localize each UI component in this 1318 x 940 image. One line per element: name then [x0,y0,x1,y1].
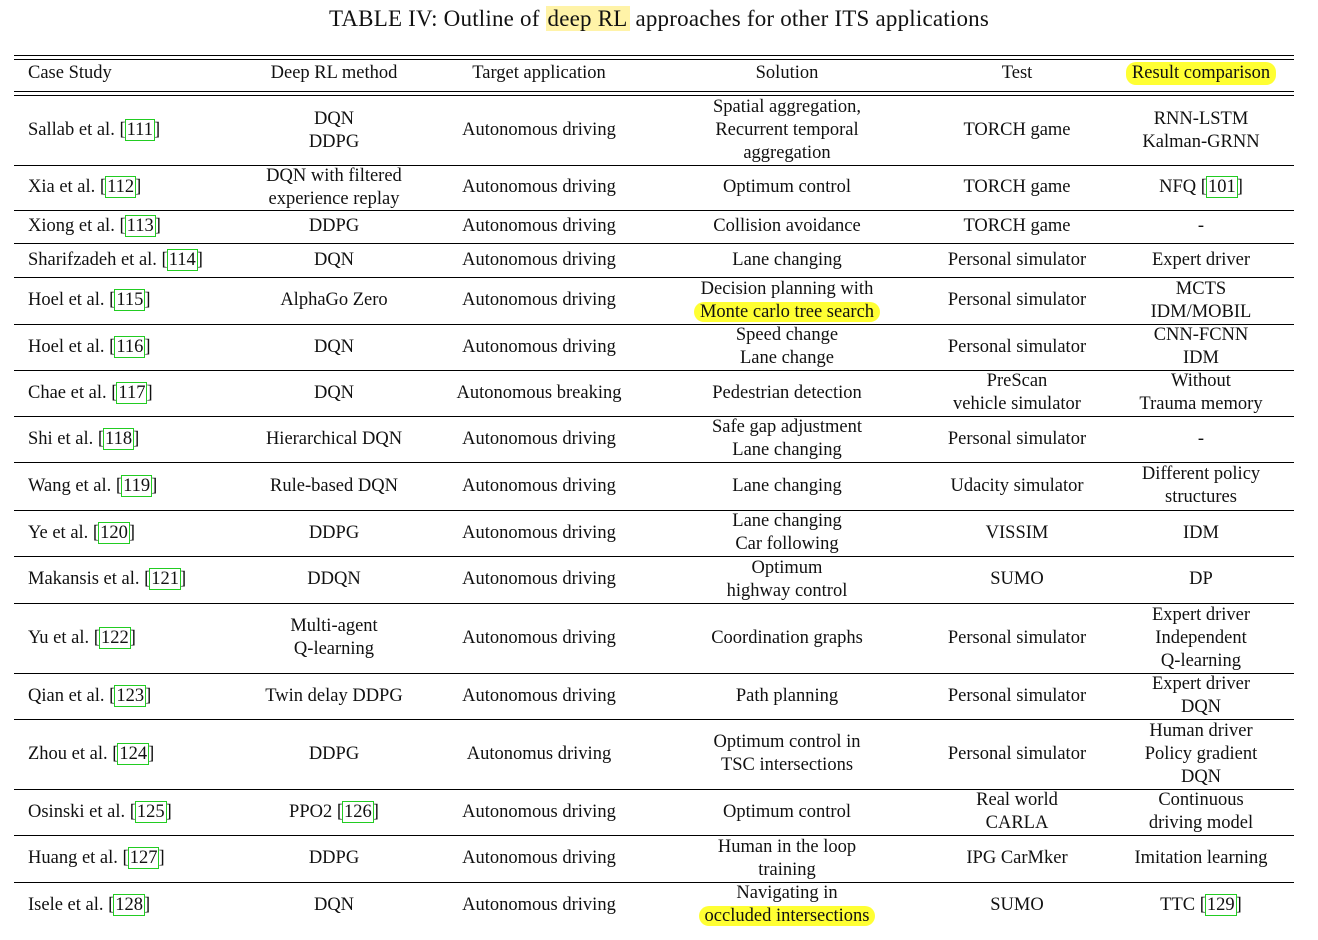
cell-method [244,277,424,324]
cell-solution [674,277,900,324]
cell-target [429,370,649,416]
result-text: Imitation learning [1134,848,1268,868]
cell-method [244,210,424,243]
cell-target [429,835,649,882]
cell-solution [674,210,900,243]
citation-link[interactable]: 101 [1207,177,1236,197]
case-study-text: Isele et al. [ [28,894,115,915]
case-study-text: Makansis et al. [ [28,569,151,589]
citation-bracket: ] [196,249,203,270]
result-text: CNN-FCNN IDM [1153,325,1249,368]
table-row [14,370,1294,416]
cell-method [244,96,424,165]
header-case-study: Case Study [28,62,112,83]
solution-text: Path planning [735,685,839,706]
cell-test [926,165,1108,210]
target-text: Autonomous driving [462,120,616,140]
cell-case-study [28,370,258,416]
citation-bracket: ] [165,801,172,822]
test-text: TORCH game [963,216,1071,236]
table-row [14,510,1294,556]
caption-highlight: deep RL [547,6,628,31]
cell-case-study [28,835,258,882]
method-text: DQN [313,336,355,357]
citation-bracket: ] [135,177,142,197]
citation-bracket: ] [148,743,155,764]
citation-link[interactable]: 123 [116,685,145,706]
cell-test [926,210,1108,243]
cell-method [244,835,424,882]
citation-link[interactable]: 112 [107,177,135,197]
cell-result [1112,510,1290,556]
test-text: Personal simulator [947,627,1087,648]
cell-result [1112,789,1290,835]
cell-solution [674,243,900,277]
cell-test [926,277,1108,324]
target-text: Autonomous driving [462,894,616,915]
cell-solution [674,370,900,416]
method-text: PPO2 [ [289,801,344,822]
table-row [14,673,1294,719]
test-text: Personal simulator [947,336,1087,357]
citation-bracket: ] [1235,894,1242,915]
cell-test [926,370,1108,416]
cell-target [429,603,649,673]
cell-result [1112,416,1290,462]
target-text: Autonomous driving [462,216,616,236]
result-text: Human driver Policy gradient DQN [1144,720,1258,787]
cell-case-study [28,416,258,462]
case-study-text: Huang et al. [ [28,848,129,868]
solution-text: Lane changing [732,249,842,270]
cell-case-study [28,165,258,210]
header-result [1112,60,1290,86]
cell-test [926,324,1108,370]
solution-text: Human in the loop training [717,836,857,880]
header-rule-1 [14,91,1294,92]
table-row [14,719,1294,789]
target-text: Autonomous driving [462,522,616,543]
cell-test [926,882,1108,928]
solution-text: Lane changing Car following [732,511,842,554]
test-text: Personal simulator [947,428,1087,449]
cell-target [429,462,649,510]
target-text: Autonomus driving [466,743,612,764]
cell-method [244,370,424,416]
result-text: - [1197,428,1205,449]
citation-bracket: ] [154,216,161,236]
cell-target [429,556,649,603]
target-text: Autonomous driving [462,801,616,822]
test-text: Udacity simulator [950,475,1084,496]
cell-result [1112,324,1290,370]
target-text: Autonomous driving [462,569,616,589]
citation-bracket: ] [144,290,151,310]
citation-bracket: ] [158,848,165,868]
citation-bracket: ] [372,801,379,822]
result-text: Different policy structures [1141,464,1261,507]
cell-solution [674,556,900,603]
cell-test [926,673,1108,719]
method-text: Multi-agent Q-learning [290,616,378,659]
cell-target [429,96,649,165]
cell-case-study [28,510,258,556]
cell-case-study [28,673,258,719]
solution-highlight: occluded intersections [699,906,876,926]
citation-bracket: ] [1236,177,1243,197]
cell-target [429,243,649,277]
citation-link[interactable]: 122 [100,627,129,648]
cell-method [244,243,424,277]
cell-case-study [28,603,258,673]
cell-solution [674,324,900,370]
table-row [14,882,1294,928]
cell-method [244,673,424,719]
solution-text: Safe gap adjustment Lane changing [711,417,862,460]
result-text: TTC [ [1160,894,1206,915]
cell-target [429,789,649,835]
header-result-highlight: Result comparison [1126,62,1276,85]
solution-text: Speed change Lane change [735,325,839,368]
case-study-text: Xia et al. [ [28,177,107,197]
table-row [14,462,1294,510]
cell-test [926,789,1108,835]
table-row [14,96,1294,165]
cell-case-study [28,882,258,928]
solution-text: Coordination graphs [711,627,863,648]
table-row [14,243,1294,277]
caption-prefix: TABLE IV: Outline of [328,6,546,31]
cell-test [926,556,1108,603]
test-text: TORCH game [963,120,1071,140]
target-text: Autonomous driving [462,848,616,868]
citation-link[interactable]: 128 [115,894,144,915]
cell-solution [674,882,900,928]
method-text: DDPG [308,216,360,236]
cell-case-study [28,243,258,277]
method-text: Twin delay DDPG [265,685,403,706]
cell-method [244,462,424,510]
target-text: Autonomous driving [462,249,616,270]
citation-link[interactable]: 119 [123,475,151,496]
cell-case-study [28,96,258,165]
table-row [14,835,1294,882]
citation-bracket: ] [154,120,161,140]
cell-result [1112,835,1290,882]
citation-link[interactable]: 111 [126,120,153,140]
cell-result [1112,673,1290,719]
method-text: Rule-based DQN [270,475,398,496]
cell-target [429,719,649,789]
cell-solution [674,510,900,556]
test-text: IPG CarMker [966,848,1068,868]
target-text: Autonomous driving [462,475,616,496]
citation-link[interactable]: 113 [126,216,154,236]
result-text: Expert driver [1151,249,1251,270]
case-study-text: Sallab et al. [ [28,120,126,140]
method-text: DQN [313,894,355,915]
cell-result [1112,603,1290,673]
case-study-text: Shi et al. [ [28,428,105,449]
table-row [14,324,1294,370]
citation-bracket: ] [144,894,151,915]
cell-result [1112,243,1290,277]
test-text: VISSIM [985,522,1049,543]
cell-method [244,556,424,603]
test-text: Real world CARLA [976,790,1058,833]
test-text: TORCH game [963,177,1071,197]
cell-case-study [28,210,258,243]
cell-result [1112,462,1290,510]
citation-link[interactable]: 125 [136,801,165,822]
cell-target [429,210,649,243]
cell-solution [674,789,900,835]
citation-bracket: ] [180,569,187,589]
cell-test [926,462,1108,510]
solution-text: Collision avoidance [713,216,861,236]
citation-bracket: ] [133,428,140,449]
citation-link[interactable]: 126 [344,801,372,822]
cell-test [926,719,1108,789]
method-text: DDPG [308,848,360,868]
citation-link[interactable]: 124 [119,743,148,764]
cell-case-study [28,462,258,510]
cell-method [244,789,424,835]
citation-link[interactable]: 121 [151,569,180,589]
case-study-text: Osinski et al. [ [28,801,136,822]
target-text: Autonomous driving [462,290,616,310]
cell-test [926,603,1108,673]
cell-target [429,510,649,556]
cell-result [1112,719,1290,789]
header-row [14,60,1294,86]
header-target: Target application [472,62,606,83]
case-study-text: Sharifzadeh et al. [ [28,249,168,270]
test-text: SUMO [990,894,1044,915]
cell-target [429,882,649,928]
table-row [14,416,1294,462]
result-text: Expert driver Independent Q-learning [1151,604,1251,671]
cell-method [244,165,424,210]
table-row [14,789,1294,835]
cell-method [244,416,424,462]
citation-link[interactable]: 118 [105,428,133,449]
citation-bracket: ] [146,382,153,403]
cell-test [926,510,1108,556]
cell-test [926,416,1108,462]
cell-solution [674,835,900,882]
solution-highlight: Monte carlo tree search [694,302,880,322]
cell-target [429,277,649,324]
result-text: RNN-LSTM Kalman-GRNN [1142,108,1260,152]
test-text: SUMO [990,569,1044,589]
cell-target [429,673,649,719]
target-text: Autonomous breaking [456,382,622,403]
table-row [14,556,1294,603]
solution-text: Optimum control in TSC intersections [713,732,861,775]
citation-link[interactable]: 116 [116,336,144,357]
solution-text: Optimum control [723,801,851,822]
cell-result [1112,882,1290,928]
citation-link[interactable]: 127 [129,848,158,868]
citation-link[interactable]: 117 [118,382,146,403]
result-text: MCTS IDM/MOBIL [1150,278,1252,322]
table-row [14,165,1294,210]
cell-solution [674,673,900,719]
solution-text: Optimum highway control [726,557,848,601]
method-text: DDPG [308,522,360,543]
cell-solution [674,719,900,789]
method-text: Hierarchical DQN [265,428,403,449]
citation-bracket: ] [151,475,158,496]
cell-case-study [28,324,258,370]
cell-test [926,243,1108,277]
cell-result [1112,210,1290,243]
result-text: - [1197,216,1205,236]
cell-solution [674,416,900,462]
cell-case-study [28,556,258,603]
result-text: Continuous driving model [1148,790,1254,833]
cell-target [429,416,649,462]
cell-solution [674,603,900,673]
method-text: DQN [313,382,355,403]
citation-bracket: ] [129,627,136,648]
method-text: DDQN [307,569,361,589]
cell-result [1112,96,1290,165]
solution-text: Optimum control [723,177,851,197]
method-text: DQN DDPG [308,108,360,152]
case-study-text: Ye et al. [ [28,522,100,543]
test-text: PreScan vehicle simulator [953,371,1081,414]
case-study-text: Xiong et al. [ [28,216,126,236]
citation-link[interactable]: 129 [1206,894,1235,915]
solution-text: Pedestrian detection [712,382,862,403]
citation-link[interactable]: 114 [168,249,196,270]
citation-bracket: ] [145,685,152,706]
cell-solution [674,462,900,510]
table-caption [0,6,1318,32]
result-text: DP [1189,569,1213,589]
target-text: Autonomous driving [462,177,616,197]
test-text: Personal simulator [947,249,1087,270]
cell-test [926,835,1108,882]
result-text: Expert driver DQN [1151,674,1251,717]
case-study-text: Hoel et al. [ [28,336,116,357]
citation-bracket: ] [144,336,151,357]
header-method: Deep RL method [270,62,398,83]
test-text: Personal simulator [947,290,1087,310]
table-row [14,277,1294,324]
table-row [14,603,1294,673]
case-study-text: Zhou et al. [ [28,743,119,764]
target-text: Autonomous driving [462,428,616,449]
result-text: NFQ [ [1159,177,1207,197]
method-text: DDPG [308,743,360,764]
cell-method [244,719,424,789]
result-text: Without Trauma memory [1139,371,1263,414]
citation-bracket: ] [128,522,136,543]
test-text: Personal simulator [947,743,1087,764]
case-study-text: Wang et al. [ [28,475,123,496]
case-study-text: Qian et al. [ [28,685,116,706]
solution-text: Lane changing [732,475,842,496]
target-text: Autonomous driving [462,627,616,648]
case-study-text: Hoel et al. [ [28,290,116,310]
solution-text: Spatial aggregation, Recurrent temporal aggregation [713,97,861,163]
header-solution: Solution [755,62,819,83]
solution-text: Decision planning with [700,278,874,299]
citation-link[interactable]: 115 [116,290,144,310]
cell-method [244,510,424,556]
test-text: Personal simulator [947,685,1087,706]
method-text: DQN [313,249,355,270]
caption-suffix: approaches for other ITS applications [629,6,990,31]
cell-method [244,603,424,673]
cell-solution [674,165,900,210]
cell-case-study [28,789,258,835]
cell-result [1112,277,1290,324]
cell-case-study [28,719,258,789]
cell-result [1112,556,1290,603]
cell-result [1112,370,1290,416]
solution-text: Navigating in [736,883,838,903]
method-text: AlphaGo Zero [280,290,388,310]
citation-link[interactable]: 120 [100,522,128,543]
target-text: Autonomous driving [462,336,616,357]
case-study-text: Chae et al. [ [28,382,118,403]
cell-test [926,96,1108,165]
cell-case-study [28,277,258,324]
top-rule-1 [14,55,1294,56]
table-row [14,210,1294,243]
case-study-text: Yu et al. [ [28,627,100,648]
cell-solution [674,96,900,165]
header-test: Test [1001,62,1033,83]
method-text: DQN with filtered experience replay [266,165,402,209]
cell-result [1112,165,1290,210]
cell-target [429,324,649,370]
cell-method [244,324,424,370]
result-text: IDM [1183,522,1219,543]
cell-method [244,882,424,928]
cell-target [429,165,649,210]
target-text: Autonomous driving [462,685,616,706]
